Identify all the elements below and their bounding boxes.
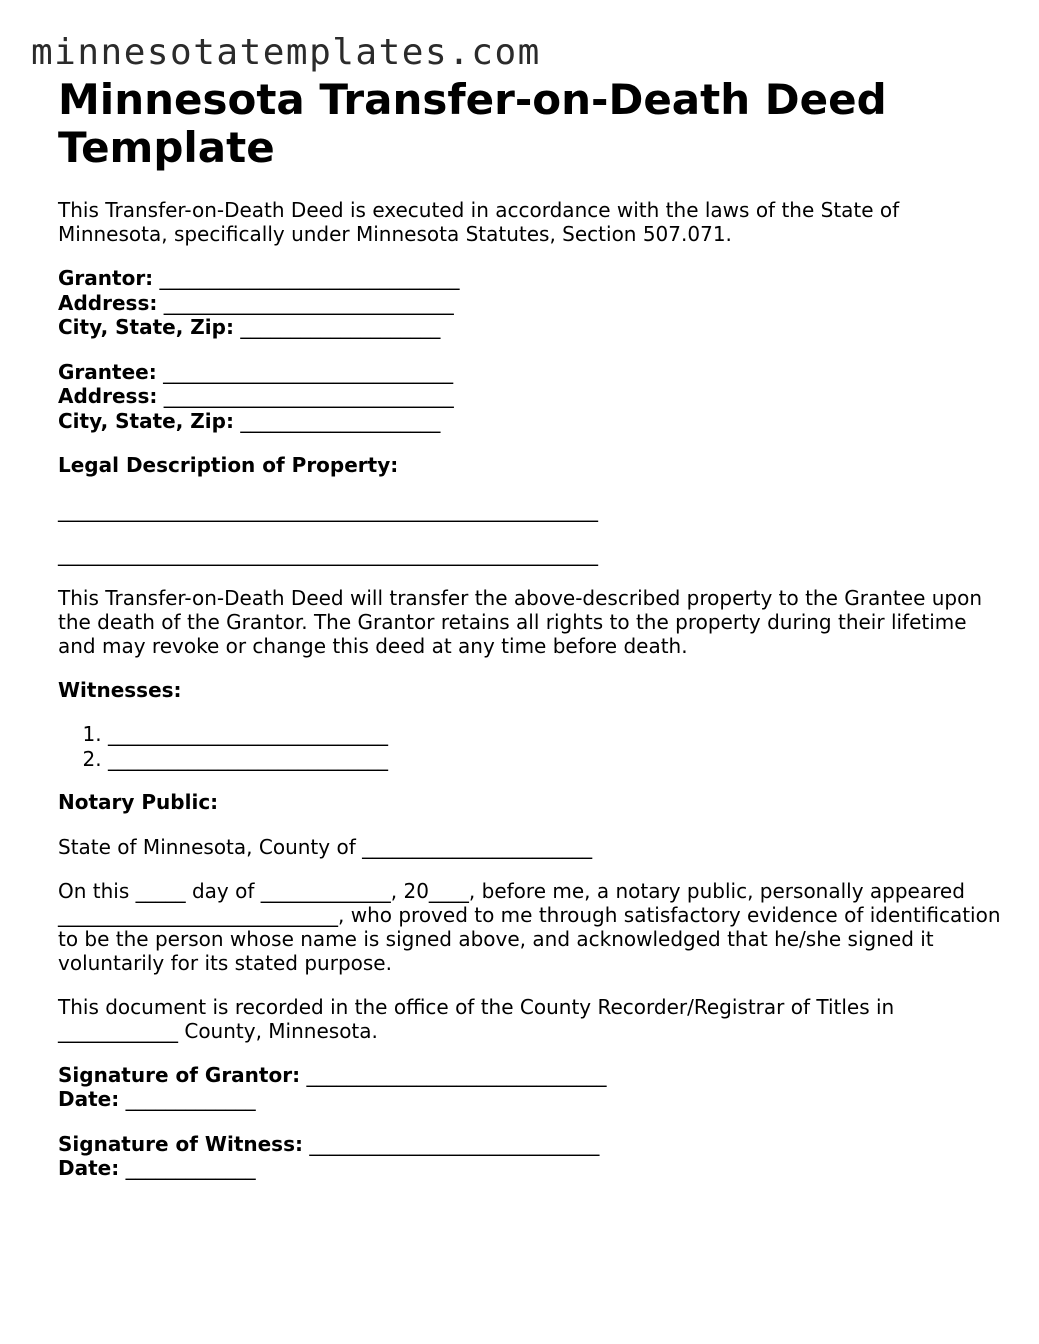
- witness-signature-section: [58, 1132, 1008, 1181]
- deed-document: [58, 76, 1008, 1181]
- grantor-date-label: Date:: [58, 1087, 120, 1111]
- grantor-city-label: City, State, Zip:: [58, 315, 234, 339]
- grantor-signature-line: [58, 1063, 1008, 1088]
- grantor-address-blank[interactable]: _____________________________: [163, 290, 454, 315]
- witnesses-list: [58, 722, 1008, 771]
- grantor-address-line: [58, 291, 1008, 316]
- document-title: Minnesota Transfer-on-Death Deed Template: [58, 75, 887, 172]
- grantee-address-line: [58, 384, 1008, 409]
- grantor-signature-label: Signature of Grantor:: [58, 1062, 301, 1087]
- grantor-city-line: [58, 315, 1008, 340]
- witness-line-1[interactable]: 1. ____________________________: [108, 722, 1008, 747]
- witness-signature-line: [58, 1132, 1008, 1157]
- transfer-paragraph: This Transfer-on-Death Deed will transfer the above-described property to the Grantee upon the death of the Grantor. The Grantor retains all rights to the property during their lifetime and may revoke or change this deed at any time before death.: [58, 585, 989, 658]
- grantor-section: [58, 266, 1008, 340]
- notary-county-line: State of Minnesota, County of _______________________: [58, 834, 593, 859]
- grantee-address-label: Address:: [58, 384, 158, 408]
- notary-acknowledgment: On this _____ day of _____________, 20____, before me, a notary public, personally appeared ____________________________, who proved to me through satisfactory evidence of identification to be the person whose name is signed above, and acknowledged that he/she signed it voluntarily for its stated purpose.: [58, 878, 1007, 975]
- grantee-name-blank[interactable]: _____________________________: [163, 359, 454, 384]
- grantee-address-blank[interactable]: _____________________________: [163, 384, 454, 408]
- grantee-section: [58, 360, 1008, 434]
- grantor-signature-section: [58, 1063, 1008, 1112]
- legal-description-blank-2[interactable]: ______________________________________________________: [58, 541, 598, 566]
- grantee-city-label: City, State, Zip:: [58, 408, 234, 433]
- witness-date-blank[interactable]: _____________: [125, 1156, 256, 1180]
- witness-date-line: [58, 1156, 1008, 1181]
- witness-line-2[interactable]: 2. ____________________________: [108, 747, 1008, 772]
- grantor-address-label: Address:: [58, 290, 158, 315]
- grantor-city-blank[interactable]: ____________________: [240, 315, 441, 339]
- grantee-name-line: [58, 360, 1008, 385]
- grantor-date-blank[interactable]: _____________: [125, 1087, 256, 1111]
- legal-description-heading: Legal Description of Property:: [58, 453, 399, 477]
- intro-paragraph: This Transfer-on-Death Deed is executed in accordance with the laws of the State of Minnesota, specifically under Minnesota Statutes, Section 507.071.: [58, 198, 906, 246]
- recorded-paragraph: This document is recorded in the office of the County Recorder/Registrar of Titles in ____________ County, Minnesota.: [58, 994, 901, 1043]
- grantee-city-line: [58, 409, 1008, 434]
- notary-heading: Notary Public:: [58, 790, 219, 814]
- witness-date-label: Date:: [58, 1156, 120, 1180]
- witness-signature-label: Signature of Witness:: [58, 1131, 303, 1156]
- grantee-name-label: Grantee:: [58, 359, 157, 384]
- grantor-date-line: [58, 1087, 1008, 1112]
- grantor-signature-blank[interactable]: ______________________________: [306, 1062, 607, 1087]
- witnesses-heading: Witnesses:: [58, 677, 182, 702]
- legal-description-blank-1[interactable]: ______________________________________________________: [58, 497, 598, 522]
- grantee-city-blank[interactable]: ____________________: [240, 408, 441, 433]
- grantor-name-label: Grantor:: [58, 266, 154, 290]
- site-watermark: minnesotatemplates.com: [31, 32, 541, 73]
- witness-signature-blank[interactable]: _____________________________: [309, 1131, 600, 1156]
- grantor-name-line: [58, 266, 1008, 291]
- grantor-name-blank[interactable]: ______________________________: [159, 266, 460, 290]
